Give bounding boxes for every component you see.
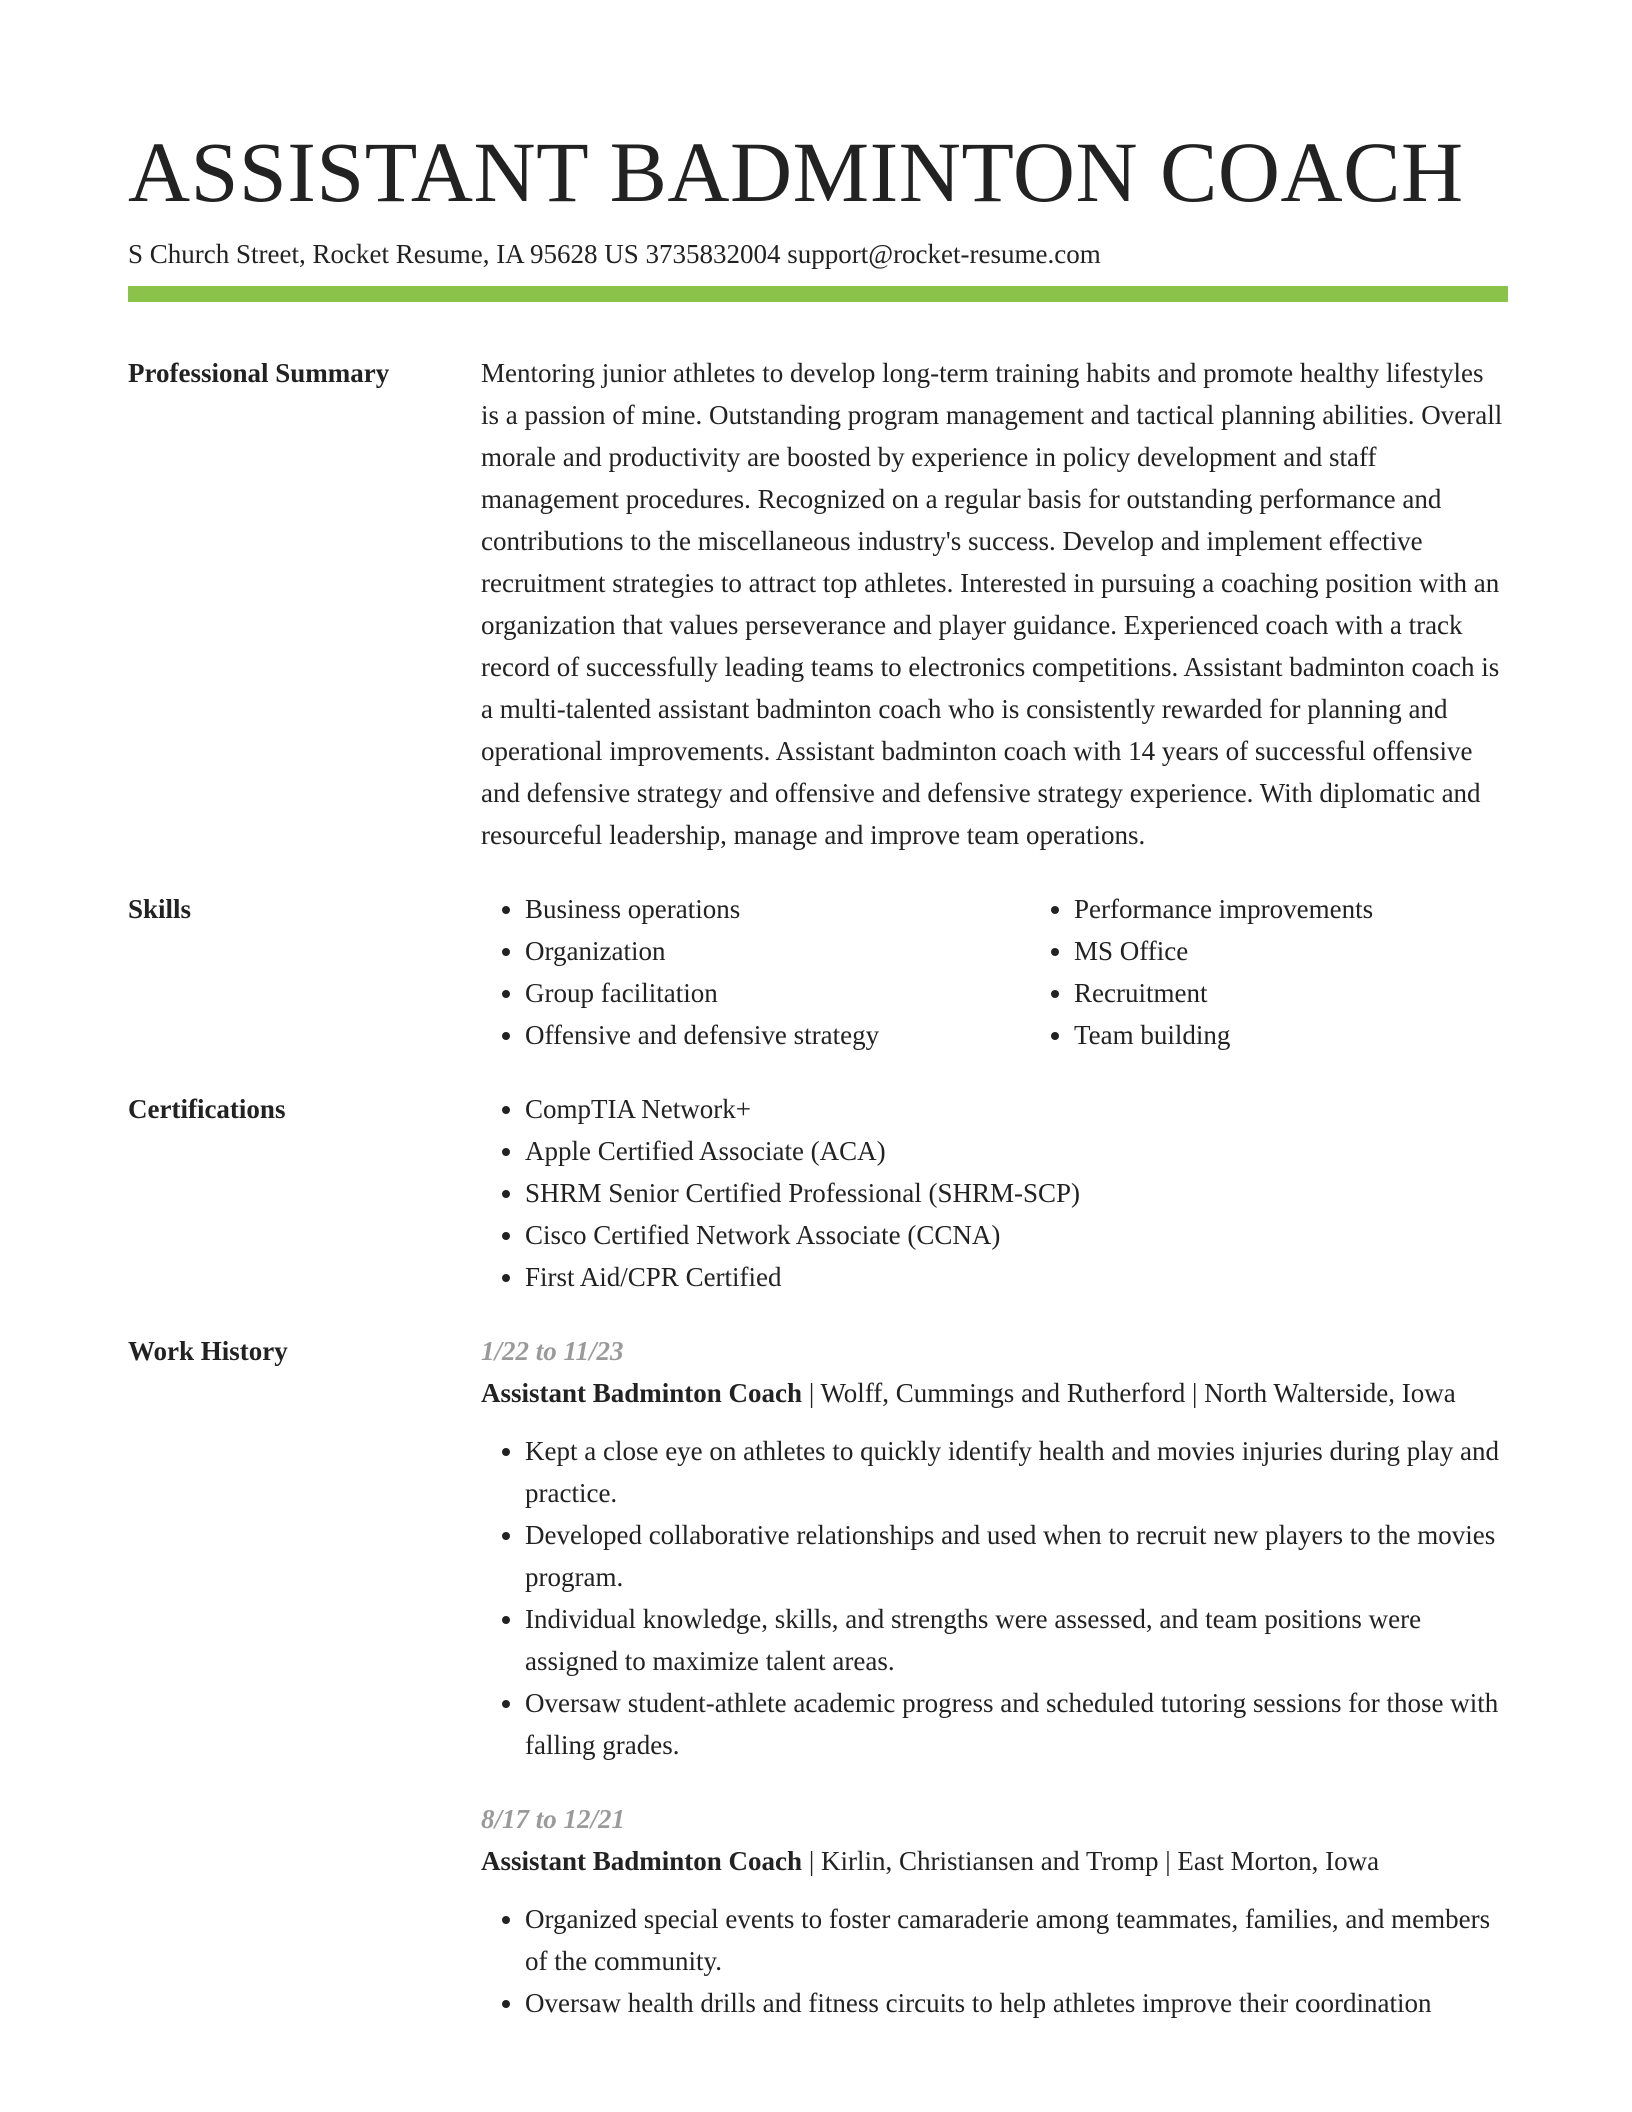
skills-list (481, 888, 1579, 1056)
work-history-list (481, 1330, 1508, 2056)
accent-divider (128, 286, 1508, 302)
job-duty-item: • Developed collaborative relationships and used when to recruit new players to the movies program. (525, 1514, 1508, 1598)
skills-column-2 (1030, 888, 1579, 1056)
summary-section (128, 352, 1508, 856)
skill-item: • Recruitment (1074, 972, 1579, 1014)
job-entry (481, 1330, 1508, 1766)
job-title: Assistant Badminton Coach (481, 1846, 803, 1876)
certifications-heading: Certifications (128, 1094, 286, 1124)
summary-text: Mentoring junior athletes to develop long-term training habits and promote healthy lifestyles is a passion of mine. Outstanding program management and tactical planning abilities. Overall morale and productivity are boosted by experience in policy development and staff management procedures. Recognized on a regular basis for outstanding performance and contributions to the miscellaneous industry's success. Develop and implement effective recruitment strategies to attract top athletes. Interested in pursuing a coaching position with an organization that values perseverance and player guidance. Experienced coach with a track record of successfully leading teams to electronics competitions. Assistant badminton coach is a multi-talented assistant badminton coach who is consistently rewarded for planning and operational improvements. Assistant badminton coach with 14 years of successful offensive and defensive strategy and offensive and defensive strategy experience. With diplomatic and resourceful leadership, manage and improve team operations. (481, 358, 1503, 850)
resume-header (128, 118, 1508, 272)
job-duty-item: • Organized special events to foster camaraderie among teammates, families, and members of the community. (525, 1898, 1508, 1982)
candidate-name: ASSISTANT BADMINTON COACH (128, 124, 1464, 220)
job-duty-item: • Oversaw student-athlete academic progress and scheduled tutoring sessions for those with falling grades. (525, 1682, 1508, 1766)
certification-item: • CompTIA Network+ (525, 1088, 1508, 1130)
job-heading (481, 1840, 1508, 1882)
job-duty-item: • Individual knowledge, skills, and strengths were assessed, and team positions were assigned to maximize talent areas. (525, 1598, 1508, 1682)
skill-item: • Organization (525, 930, 1030, 972)
contact-info: S Church Street, Rocket Resume, IA 95628 US 3735832004 support@rocket-resume.com (128, 239, 1101, 269)
job-title: Assistant Badminton Coach (481, 1378, 803, 1408)
summary-heading: Professional Summary (128, 358, 390, 388)
work-history-section (128, 1330, 1508, 2056)
job-duty-item: • Kept a close eye on athletes to quickly identify health and movies injuries during play and practice. (525, 1430, 1508, 1514)
job-entry (481, 1798, 1508, 2024)
skill-item: • Offensive and defensive strategy (525, 1014, 1030, 1056)
certification-item: • Cisco Certified Network Associate (CCNA) (525, 1214, 1508, 1256)
skills-section (128, 888, 1508, 1056)
skill-item: • Group facilitation (525, 972, 1030, 1014)
resume-body (128, 352, 1508, 2056)
job-duty-item: • Oversaw health drills and fitness circuits to help athletes improve their coordination (525, 1982, 1508, 2024)
job-duties (481, 1898, 1508, 2024)
skill-item: • Team building (1074, 1014, 1579, 1056)
skill-item: • Performance improvements (1074, 888, 1579, 930)
skill-item: • MS Office (1074, 930, 1579, 972)
job-employer-location: | Kirlin, Christiansen and Tromp | East Morton, Iowa (802, 1846, 1380, 1876)
work-history-heading: Work History (128, 1336, 288, 1366)
job-heading (481, 1372, 1508, 1414)
certification-item: • First Aid/CPR Certified (525, 1256, 1508, 1298)
job-dates: 8/17 to 12/21 (481, 1804, 626, 1834)
skills-heading: Skills (128, 894, 192, 924)
certification-item: • SHRM Senior Certified Professional (SHRM-SCP) (525, 1172, 1508, 1214)
certification-item: • Apple Certified Associate (ACA) (525, 1130, 1508, 1172)
skills-column-1 (481, 888, 1030, 1056)
certifications-section (128, 1088, 1508, 1298)
skill-item: • Business operations (525, 888, 1030, 930)
job-dates: 1/22 to 11/23 (481, 1336, 624, 1366)
job-employer-location: | Wolff, Cummings and Rutherford | North Walterside, Iowa (802, 1378, 1456, 1408)
certifications-list (481, 1088, 1508, 1298)
job-duties (481, 1430, 1508, 1766)
